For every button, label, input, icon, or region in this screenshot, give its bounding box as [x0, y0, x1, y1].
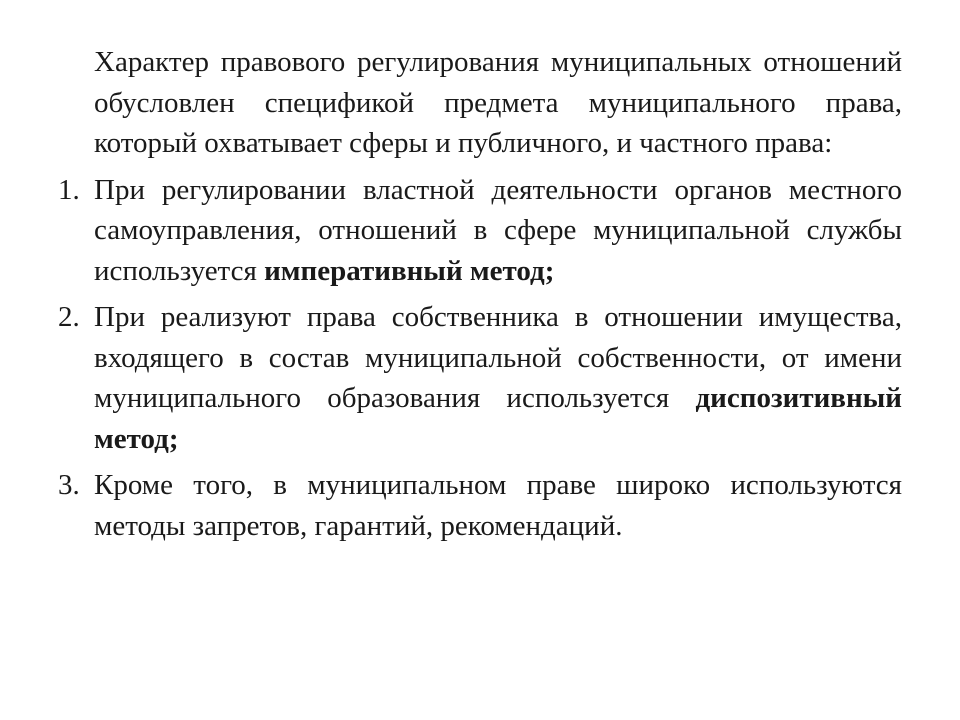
list-item-text: При реализуют права собственника в отношении имущества, входящего в состав муниципальной собственности, от имени муниципального образования используется	[94, 301, 902, 414]
list-item-3	[58, 465, 902, 546]
list-item-1	[58, 170, 902, 292]
list-item-number: 3.	[58, 469, 80, 501]
list-item-bold-term: императивный метод;	[264, 254, 555, 287]
list-item-2	[58, 297, 902, 459]
slide-content	[58, 42, 902, 552]
intro-paragraph: Характер правового регулирования муниципальных отношений обусловлен спецификой предмета муниципального права, который охватывает сферы и публичного, и частного права:	[94, 46, 902, 159]
list-item-bold-term: диспозитивный метод;	[94, 382, 902, 455]
list-item-text: При регулировании властной деятельности органов местного самоуправления, отношений в сфере муниципальной службы используется	[94, 173, 902, 287]
list-item-number: 2.	[58, 301, 80, 333]
list-item-number: 1.	[58, 173, 80, 206]
list-item-text: Кроме того, в муниципальном праве широко используются методы запретов, гарантий, рекомендаций.	[94, 469, 902, 542]
